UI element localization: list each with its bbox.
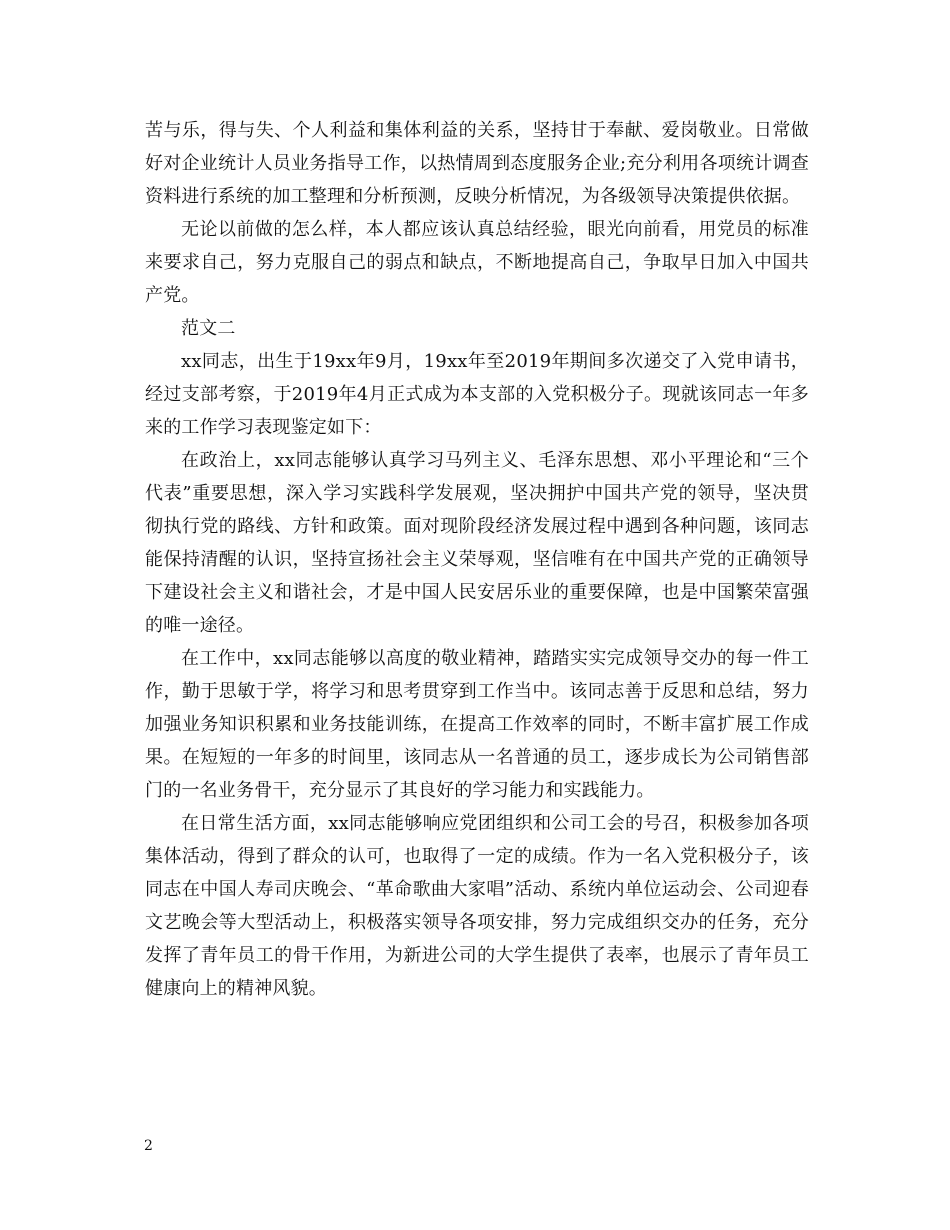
paragraph-6: 在日常生活方面，xx同志能够响应党团组织和公司工会的号召，积极参加各项集体活动，得到了群众的认可，也取得了一定的成绩。作为一名入党积极分子，该同志在中国人寿司庆晚会、“革命歌曲大家唱”活动、系统内单位运动会、公司迎春文艺晚会等大型活动上，积极落实领导各项安排，努力完成组织交办的任务，充分发挥了青年员工的骨干作用，为新进公司的大学生提供了表率，也展示了青年员工健康向上的精神风貌。 (145, 813, 809, 999)
paragraph-5: 在工作中，xx同志能够以高度的敬业精神，踏踏实实完成领导交办的每一件工作，勤于思敏于学，将学习和思考贯穿到工作当中。该同志善于反思和总结，努力加强业务知识积累和业务技能训练，在提高工作效率的同时，不断丰富扩展工作成果。在短短的一年多的时间里，该同志从一名普通的员工，逐步成长为公司销售部门的一名业务骨干，充分显示了其良好的学习能力和实践能力。 (145, 648, 809, 801)
paragraph-1: 苦与乐，得与失、个人利益和集体利益的关系，坚持甘于奉献、爱岗敬业。日常做好对企业统计人员业务指导工作，以热情周到态度服务企业;充分利用各项统计调查资料进行系统的加工整理和分析预测，反映分析情况，为各级领导决策提供依据。 (145, 120, 809, 207)
page-number: 2 (144, 1138, 153, 1154)
paragraph-4: 在政治上，xx同志能够认真学习马列主义、毛泽东思想、邓小平理论和“三个代表”重要思想，深入学习实践科学发展观，坚决拥护中国共产党的领导，坚决贯彻执行党的路线、方针和政策。面对现阶段经济发展过程中遇到各种问题，该同志能保持清醒的认识，坚持宣扬社会主义荣辱观，坚信唯有在中国共产党的正确领导下建设社会主义和谐社会，才是中国人民安居乐业的重要保障，也是中国繁荣富强的唯一途径。 (145, 450, 809, 636)
section-heading-sample-two: 范文二 (181, 318, 236, 339)
document-body (145, 114, 809, 1005)
paragraph-2: 无论以前做的怎么样，本人都应该认真总结经验，眼光向前看，用党员的标准来要求自己，努力克服自己的弱点和缺点，不断地提高自己，争取早日加入中国共产党。 (145, 219, 809, 306)
paragraph-3: xx同志，出生于19xx年9月，19xx年至2019年期间多次递交了入党申请书，经过支部考察，于2019年4月正式成为本支部的入党积极分子。现就该同志一年多来的工作学习表现鉴定如下： (145, 351, 809, 438)
